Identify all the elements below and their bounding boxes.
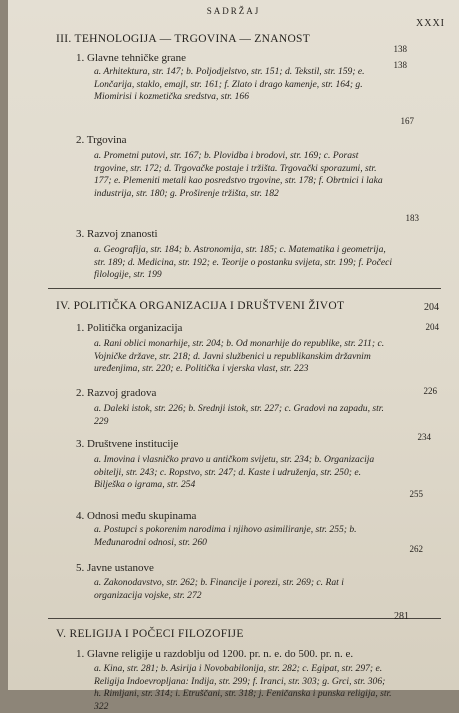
toc-item-page: 204 — [425, 322, 439, 332]
toc-subitems: a. Imovina i vlasničko pravo u antičkom svijetu, str. 234; b. Organizacija obitelji, str. 243; c. Ropstvo, str. 247; d. Kaste i udruženja, str. 250; e. Bilješka o igrama, str. 254 — [94, 454, 375, 491]
toc-subitems: a. Prometni putovi, str. 167; b. Plovidba i brodovi, str. 169; c. Porast trgovine, str. 172; d. Trgovačke postaje i tržišta. Trgovački sporazumi, str. 177; e. Plemeniti metali kao posredstvo trgovine, str. 178; f. Obrtnici i laka industrija, str. 180; g. Proširenje tržišta, str. 182 — [94, 150, 383, 199]
toc-item-page: 167 — [400, 116, 414, 126]
section-divider — [48, 288, 441, 289]
toc-item-page: 234 — [417, 432, 431, 442]
toc-subitems: a. Zakonodavstvo, str. 262; b. Financije i porezi, str. 269; c. Rat i organizacija vojske, str. 272 — [94, 577, 344, 601]
toc-item-label: 1. Politička organizacija — [76, 322, 183, 334]
toc-item-page: 138 — [393, 44, 407, 54]
section-page: 281 — [394, 611, 409, 622]
section-page: 204 — [424, 302, 439, 313]
section-title-iv: IV. POLITIČKA ORGANIZACIJA I DRUŠTVENI ŽIVOT — [56, 300, 345, 312]
toc-subitems: a. Arhitektura, str. 147; b. Poljodjelstvo, str. 151; d. Tekstil, str. 159; e. Lončarija, staklo, emajl, str. 161; f. Zlato i drago kamenje, str. 164; g. Miomirisi i kozmetička sredstva, str. 166 — [94, 66, 365, 103]
toc-item-label: 1. Glavne tehničke grane — [76, 52, 186, 64]
section-divider — [48, 618, 441, 619]
toc-item-page: 226 — [423, 386, 437, 396]
running-title: SADRŽAJ — [206, 6, 261, 16]
page-number: XXXI — [416, 18, 445, 29]
toc-item-label: 2. Trgovina — [76, 134, 127, 146]
toc-subitems: a. Rani oblici monarhije, str. 204; b. Od monarhije do republike, str. 211; c. Vojničke države, str. 218; d. Javni službenici u republikanskim državnim uređenjima, str. 220; e. Politička i vjerska vlast, str. 223 — [94, 338, 385, 375]
toc-item-label: 3. Razvoj znanosti — [76, 228, 158, 240]
section-title-v: V. RELIGIJA I POČECI FILOZOFIJE — [56, 628, 244, 640]
toc-item-label: 2. Razvoj gradova — [76, 387, 157, 399]
toc-item-page: 262 — [409, 544, 423, 554]
toc-item-label: 4. Odnosi među skupinama — [76, 510, 197, 522]
book-page — [8, 0, 459, 712]
toc-subitems: a. Daleki istok, str. 226; b. Srednji istok, str. 227; c. Gradovi na zapadu, str. 229 — [94, 403, 384, 427]
toc-subitems: a. Geografija, str. 184; b. Astronomija, str. 185; c. Matematika i geometrija, str. 189; d. Medicina, str. 192; e. Teorije o postanku svijeta, str. 199; f. Počeci filologije, str. 199 — [94, 244, 393, 281]
toc-item-page: 255 — [409, 489, 423, 499]
toc-subitems-page: 138 — [393, 60, 407, 70]
toc-subitems: a. Kina, str. 281; b. Asirija i Novobabilonija, str. 282; c. Egipat, str. 297; e. Religija Indoevropljana: Indija, str. 299; f. Iranci, str. 303; g. Grci, str. 306; h. Rimljani, str. 314; i. Etruščani, str. 318; j. Feničanska i punska religija, str. 322 — [94, 663, 392, 712]
toc-item-label: 1. Glavne religije u razdoblju od 1200. pr. n. e. do 500. pr. n. e. — [76, 648, 354, 660]
toc-item-page: 183 — [405, 213, 419, 223]
toc-item-label: 5. Javne ustanove — [76, 562, 154, 574]
toc-item-label: 3. Društvene institucije — [76, 438, 179, 450]
toc-subitems: a. Postupci s pokorenim narodima i njihovo asimiliranje, str. 255; b. Međunarodni odnosi, str. 260 — [94, 524, 357, 548]
section-title-iii: III. TEHNOLOGIJA — TRGOVINA — ZNANOST — [56, 33, 311, 45]
